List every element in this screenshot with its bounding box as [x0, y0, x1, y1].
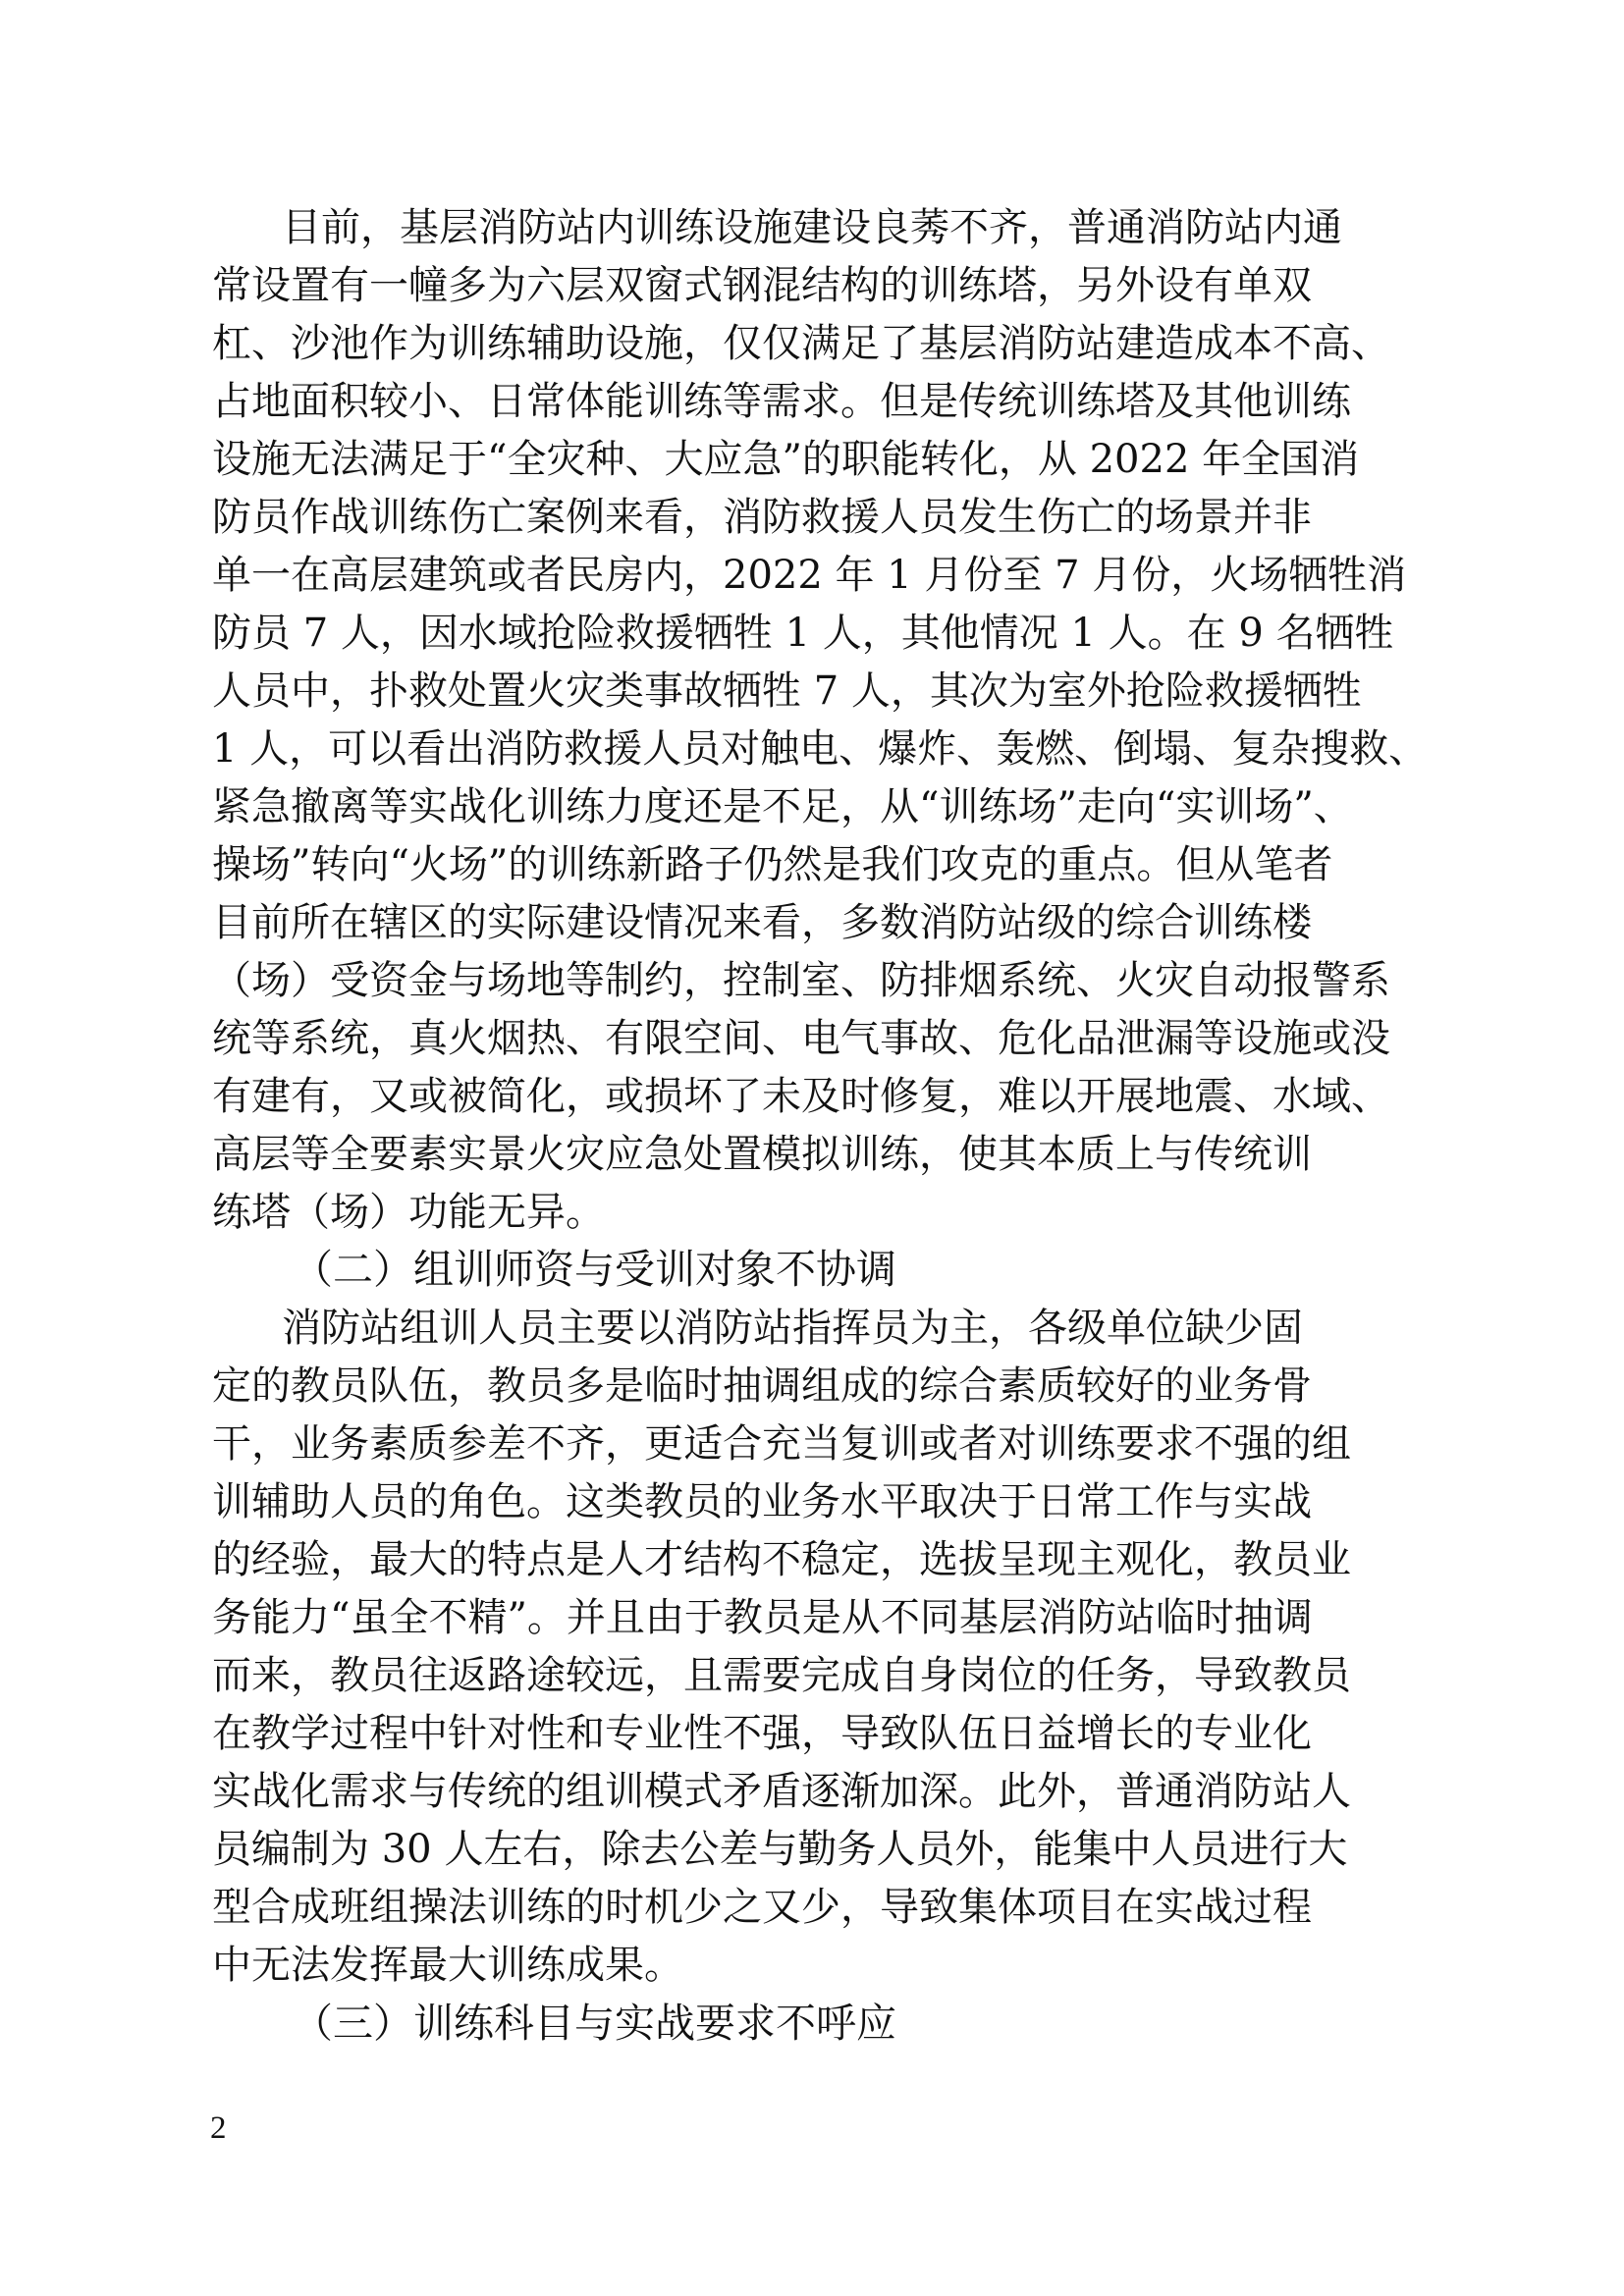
para1-line-12: 操场”转向“火场”的训练新路子仍然是我们攻克的重点。但从笔者 [212, 842, 1333, 887]
para2-line-2: 定的教员队伍，教员多是临时抽调组成的综合素质较好的业务骨 [212, 1363, 1312, 1409]
para1-line-1: 目前，基层消防站内训练设施建设良莠不齐，普通消防站内通 [282, 205, 1342, 250]
para2-line-4: 训辅助人员的角色。这类教员的业务水平取决于日常工作与实战 [212, 1479, 1312, 1524]
para1-line-2: 常设置有一幢多为六层双窗式钢混结构的训练塔，另外设有单双 [212, 263, 1312, 308]
para1-line-13: 目前所在辖区的实际建设情况来看，多数消防站级的综合训练楼 [212, 900, 1312, 945]
para1-line-4: 占地面积较小、日常体能训练等需求。但是传统训练塔及其他训练 [212, 379, 1351, 424]
para1-line-3: 杠、沙池作为训练辅助设施，仅仅满足了基层消防站建造成本不高、 [212, 321, 1390, 366]
para1-line-17: 高层等全要素实景火灾应急处置模拟训练，使其本质上与传统训 [212, 1132, 1312, 1177]
para1-line-11: 紧急撤离等实战化训练力度还是不足，从“训练场”走向“实训场”、 [212, 784, 1353, 829]
para2-line-3: 干，业务素质参差不齐，更适合充当复训或者对训练要求不强的组 [212, 1421, 1351, 1467]
section-heading-3: （三）训练科目与实战要求不呼应 [293, 2000, 896, 2047]
para1-line-5: 设施无法满足于“全灾种、大应急”的职能转化，从 2022 年全国消 [212, 437, 1360, 482]
para2-line-10: 员编制为 30 人左右，除去公差与勤务人员外，能集中人员进行大 [212, 1827, 1348, 1872]
para2-line-8: 在教学过程中针对性和专业性不强，导致队伍日益增长的专业化 [212, 1711, 1312, 1756]
para2-line-6: 务能力“虽全不精”。并且由于教员是从不同基层消防站临时抽调 [212, 1595, 1313, 1640]
para1-line-15: 统等系统，真火烟热、有限空间、电气事故、危化品泄漏等设施或没 [212, 1016, 1390, 1061]
para2-line-7: 而来，教员往返路途较远，且需要完成自身岗位的任务，导致教员 [212, 1653, 1351, 1698]
para2-line-12: 中无法发挥最大训练成果。 [212, 1943, 683, 1988]
para1-line-8: 防员 7 人，因水域抢险救援牺牲 1 人，其他情况 1 人。在 9 名牺牲 [212, 611, 1394, 656]
page-number: 2 [210, 2110, 227, 2146]
para1-line-16: 有建有，又或被简化，或损坏了未及时修复，难以开展地震、水域、 [212, 1074, 1390, 1119]
para1-line-10: 1 人，可以看出消防救援人员对触电、爆炸、轰燃、倒塌、复杂搜救、 [212, 726, 1429, 772]
section-heading-2: （二）组训师资与受训对象不协调 [293, 1246, 896, 1293]
para1-line-9: 人员中，扑救处置火灾类事故牺牲 7 人，其次为室外抢险救援牺牲 [212, 668, 1362, 714]
para2-line-1: 消防站组训人员主要以消防站指挥员为主，各级单位缺少固 [282, 1306, 1303, 1351]
para1-line-18: 练塔（场）功能无异。 [212, 1190, 605, 1235]
para1-line-14: （场）受资金与场地等制约，控制室、防排烟系统、火灾自动报警系 [212, 958, 1390, 1003]
para1-line-7: 单一在高层建筑或者民房内，2022 年 1 月份至 7 月份，火场牺牲消 [212, 553, 1407, 598]
para1-line-6: 防员作战训练伤亡案例来看，消防救援人员发生伤亡的场景并非 [212, 495, 1312, 540]
para2-line-5: 的经验，最大的特点是人才结构不稳定，选拔呈现主观化，教员业 [212, 1537, 1351, 1582]
para2-line-11: 型合成班组操法训练的时机少之又少，导致集体项目在实战过程 [212, 1885, 1312, 1930]
para2-line-9: 实战化需求与传统的组训模式矛盾逐渐加深。此外，普通消防站人 [212, 1769, 1351, 1814]
